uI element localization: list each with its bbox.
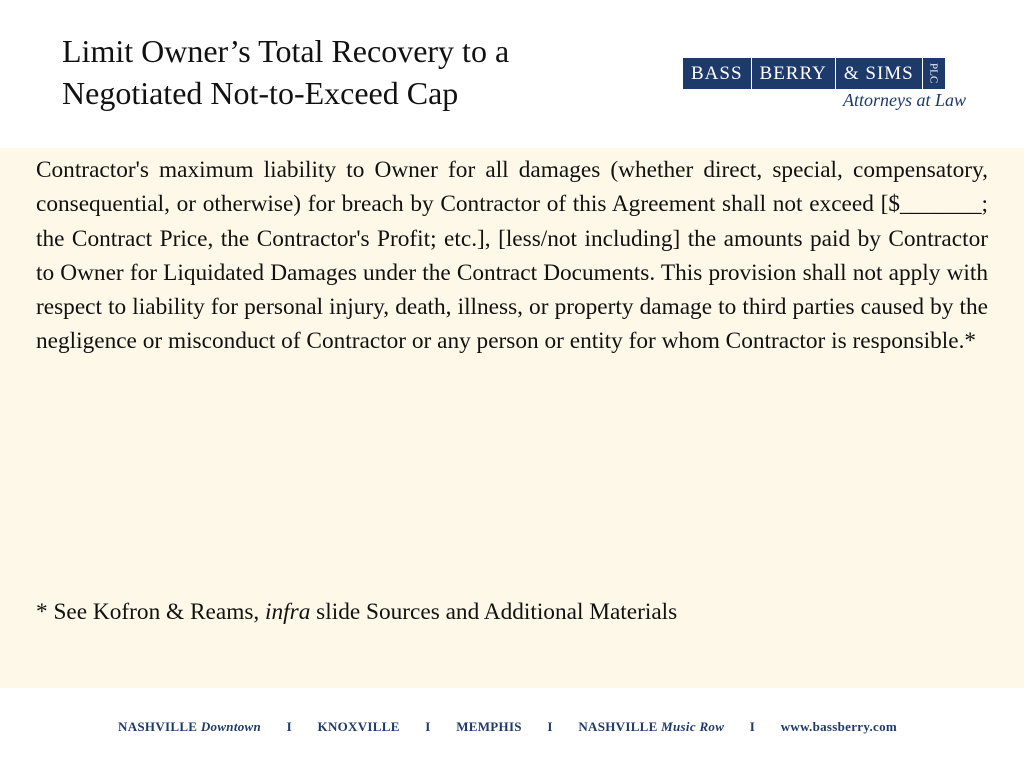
footer-separator: I [749, 719, 756, 734]
logo-part-sims: & SIMS [836, 58, 923, 89]
slide-title-line1: Limit Owner’s Total Recovery to a [62, 33, 510, 69]
slide-title-line2: Negotiated Not-to-Exceed Cap [62, 75, 459, 111]
clause-text: Contractor's maximum liability to Owner for all damages (whether direct, special, compensatory, consequential, or otherwise) for breach by Contractor of this Agreement shall not exceed [$_______; the Contract Price, the Contractor's Profit; etc.], [less/not including] the amounts paid by Contractor to Owner for Liquidated Damages under the Contract Documents. This provision shall not apply with respect to liability for personal injury, death, illness, or property damage to third parties caused by the negligence or misconduct of Contractor or any person or entity for whom Contractor is responsible.* [36, 157, 988, 355]
logo-part-berry: BERRY [752, 58, 836, 89]
content-panel [0, 148, 1024, 688]
footnote-suffix: slide Sources and Additional Materials [310, 599, 678, 625]
logo-tagline: Attorneys at Law [842, 90, 966, 110]
bass-berry-sims-logo [683, 58, 968, 114]
footer-website-link[interactable]: www.bassberry.com [780, 719, 898, 734]
footnote [36, 595, 677, 629]
footer-separator: I [286, 719, 292, 734]
logo-bar [683, 58, 945, 89]
footer-office-nashville-qualifier: Downtown [200, 719, 262, 734]
slide-title [62, 30, 662, 114]
footer-office-knoxville: KNOXVILLE [317, 719, 400, 734]
footer-offices [118, 719, 918, 735]
footer-office-nashville-music-row: NASHVILLE [578, 719, 658, 734]
footer-separator: I [425, 719, 431, 734]
footnote-prefix: * See Kofron & Reams, [36, 599, 266, 625]
footnote-italic: infra [265, 599, 311, 625]
footer-office-nashville: NASHVILLE [118, 719, 198, 734]
footer-office-memphis: MEMPHIS [456, 719, 522, 734]
footer-separator: I [547, 719, 553, 734]
footer-office-music-row-qualifier: Music Row [661, 719, 725, 734]
logo-part-bass: BASS [683, 58, 752, 89]
logo-plc: PLC [927, 63, 940, 84]
